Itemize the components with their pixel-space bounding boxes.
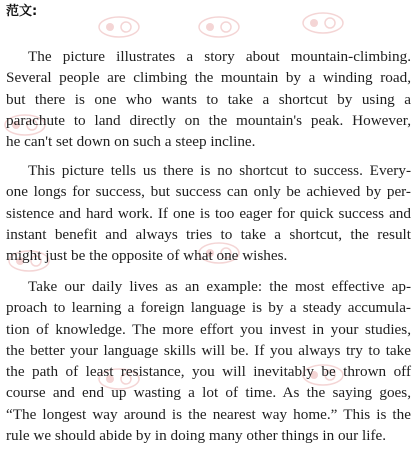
watermark-logo — [196, 14, 242, 40]
text-line: one longs for success, but success can only be achieved by per- — [6, 183, 411, 201]
text-line: he can't set down on such a steep incline. — [6, 133, 256, 151]
text-line: Take our daily lives as an example: the most effective ap- — [28, 278, 411, 295]
page-title: 范文: — [6, 4, 38, 19]
text-line: rule we should abide by in doing many other things in our life. — [6, 427, 387, 445]
text-line: parachute to land directly on the mountain's peak. However, — [6, 111, 411, 129]
text-line: “The longest way around is the nearest way home.” This is the — [6, 405, 411, 423]
text-line: but there is one who wants to take a shortcut by using a — [6, 90, 411, 108]
text-line: sistence and hard work. If one is too eager for quick success and — [6, 204, 411, 222]
watermark-logo — [300, 10, 346, 36]
watermark-logo — [96, 14, 142, 40]
essay-paragraph-2 — [6, 160, 411, 266]
text-line: instant benefit and always tries to take a shortcut, the result — [6, 225, 411, 243]
text-line: This picture tells us there is no shortcut to success. Every- — [28, 162, 411, 179]
text-line: The picture illustrates a story about mountain-climbing. — [28, 48, 411, 65]
text-line: course and end up wasting a lot of time. As the saying goes, — [6, 384, 411, 402]
text-line: might just be the opposite of what one wishes. — [6, 247, 288, 265]
essay-paragraph-3 — [6, 276, 411, 446]
text-line: tion of knowledge. The more effort you invest in your studies, — [6, 320, 411, 338]
essay-paragraph-1 — [6, 46, 411, 152]
text-line: proach to learning a foreign language is by a steady accumula- — [6, 299, 411, 317]
text-line: the better your language skills will be. If you always try to take — [6, 341, 411, 359]
text-line: Several people are climbing the mountain by a winding road, — [6, 69, 411, 87]
text-line: the path of least resistance, you will inevitably be thrown off — [6, 363, 411, 381]
